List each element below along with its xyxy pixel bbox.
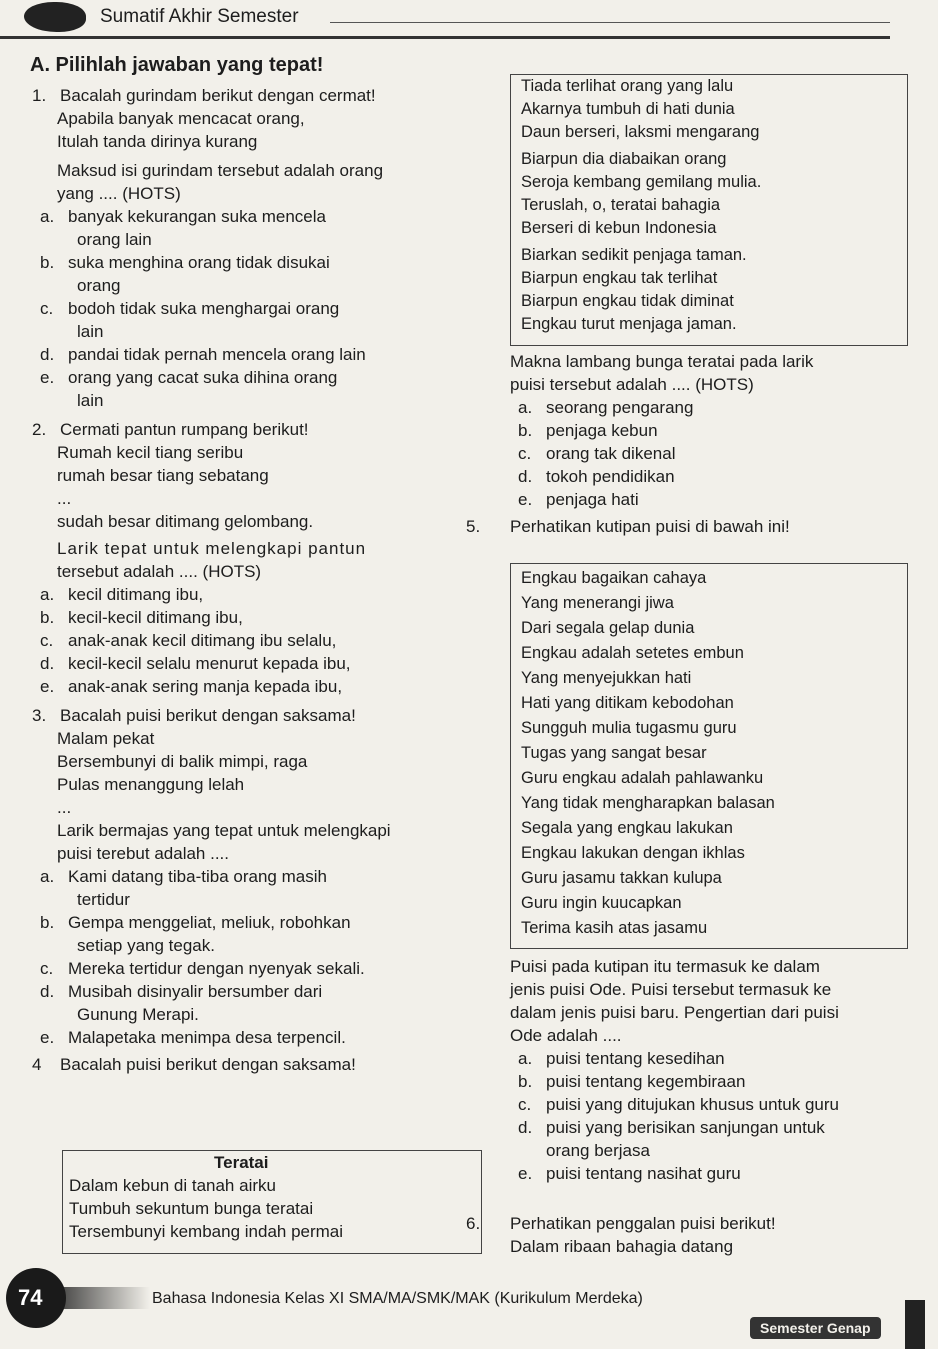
option-letter: b. [40,608,55,627]
option-b[interactable] [510,1070,915,1093]
header-ornament [24,2,86,32]
option-b[interactable] [32,251,452,274]
option-d[interactable] [510,465,910,488]
quote-line: Bersembunyi di balik mimpi, raga [57,752,308,771]
question-1 [32,84,452,412]
option-letter: d. [518,467,533,486]
option-a[interactable] [32,583,452,606]
option-letter: c. [40,959,54,978]
option-a[interactable] [32,205,452,228]
poem-line: Seroja kembang gemilang mulia. [521,173,762,191]
option-text: bodoh tidak suka menghargai orang [68,299,340,318]
question-text: yang .... (HOTS) [57,184,181,203]
option-letter: b. [40,913,55,932]
poem-line: Biarpun dia diabaikan orang [521,150,727,168]
poem-line: Berseri di kebun Indonesia [521,219,717,237]
q5-question [510,955,915,1185]
question-text: puisi terebut adalah .... [57,844,230,863]
option-text-cont: lain [77,391,104,410]
poem-line: Biarkan sedikit penjaga taman. [521,246,747,264]
option-letter: e. [518,1164,533,1183]
poem-line: Hati yang ditikam kebodohan [521,694,734,712]
option-e[interactable] [510,1162,915,1185]
option-text: orang tak dikenal [546,444,676,463]
quote-line: rumah besar tiang sebatang [57,466,269,485]
question-5 [466,515,910,538]
poem-line: Yang menerangi jiwa [521,594,674,612]
option-text: Musibah disinyalir bersumber dari [68,982,323,1001]
quote-line: Rumah kecil tiang seribu [57,443,244,462]
poem-line: Guru engkau adalah pahlawanku [521,769,764,787]
book-title: Bahasa Indonesia Kelas XI SMA/MA/SMK/MAK (Kurikulum Merdeka) [152,1290,643,1307]
poem-line: Daun berseri, laksmi mengarang [521,123,760,141]
poem-title: Teratai [214,1153,269,1172]
option-text-cont: setiap yang tegak. [77,936,215,955]
option-letter: a. [40,867,55,886]
option-d[interactable] [32,980,452,1003]
option-letter: a. [518,398,533,417]
option-letter: c. [40,299,54,318]
option-d[interactable] [510,1116,915,1139]
header-rule [0,36,890,39]
option-text: penjaga kebun [546,421,658,440]
question-number: 5. [466,517,481,536]
option-text: tokoh pendidikan [546,467,675,486]
option-text: penjaga hati [546,490,639,509]
section-title: A. Pilihlah jawaban yang tepat! [30,54,324,76]
question-number: 2. [32,420,47,439]
option-letter: a. [40,207,55,226]
option-letter: b. [518,421,533,440]
header-rule-thin [330,22,890,23]
option-letter: d. [518,1118,533,1137]
question-text: Ode adalah .... [510,1026,622,1045]
question-text: Bacalah puisi berikut dengan saksama! [60,1055,356,1074]
question-text: Cermati pantun rumpang berikut! [60,420,309,439]
option-text: Malapetaka menimpa desa terpencil. [68,1028,346,1047]
option-letter: c. [518,444,532,463]
option-c[interactable] [510,442,910,465]
poem-line: Dari segala gelap dunia [521,619,695,637]
option-text: puisi tentang kegembiraan [546,1072,746,1091]
question-number: 1. [32,86,47,105]
option-c[interactable] [32,957,452,980]
question-text: puisi tersebut adalah .... (HOTS) [510,375,754,394]
option-d[interactable] [32,652,452,675]
option-text: puisi tentang nasihat guru [546,1164,741,1183]
poem-line: Engkau turut menjaga jaman. [521,315,737,333]
question-number: 6. [466,1214,481,1233]
option-text: puisi yang berisikan sanjungan untuk [546,1118,825,1137]
poem-line: Guru ingin kuucapkan [521,894,682,912]
option-b[interactable] [510,419,910,442]
option-c[interactable] [510,1093,915,1116]
question-number: 3. [32,706,47,725]
option-text: anak-anak sering manja kepada ibu, [68,677,343,696]
option-letter: c. [40,631,54,650]
poem-line: Yang tidak mengharapkan balasan [521,794,775,812]
semester-badge: Semester Genap [750,1317,881,1339]
poem-line: Yang menyejukkan hati [521,669,692,687]
poem-line: Guru jasamu takkan kulupa [521,869,722,887]
option-text: pandai tidak pernah mencela orang lain [68,345,366,364]
quote-line: ... [57,489,72,508]
left-column [32,84,452,1076]
quote-line: Apabila banyak mencacat orang, [57,109,305,128]
poem-line: Dalam kebun di tanah airku [69,1176,276,1195]
option-text-cont: tertidur [77,890,130,909]
option-letter: e. [40,1028,55,1047]
option-b[interactable] [32,911,452,934]
poem-line: Engkau lakukan dengan ikhlas [521,844,745,862]
option-text: banyak kekurangan suka mencela [68,207,326,226]
poem-line: Teruslah, o, teratai bahagia [521,196,721,214]
option-a[interactable] [32,865,452,888]
quote-line: Dalam ribaan bahagia datang [510,1237,734,1256]
question-4 [32,1053,452,1076]
option-text: anak-anak kecil ditimang ibu selalu, [68,631,337,650]
question-number: 4 [32,1055,42,1074]
question-text: Perhatikan penggalan puisi berikut! [510,1214,776,1233]
option-text: Kami datang tiba-tiba orang masih [68,867,327,886]
question-text: Larik bermajas yang tepat untuk melengkapi [57,821,391,840]
question-text: jenis puisi Ode. Puisi tersebut termasuk ke [510,980,832,999]
poem-box-teratai [62,1150,482,1254]
option-letter: d. [40,982,55,1001]
option-letter: e. [518,490,533,509]
poem-line: Tumbuh sekuntum bunga teratai [69,1199,314,1218]
poem-line: Engkau adalah setetes embun [521,644,744,662]
poem-line: Biarpun engkau tidak diminat [521,292,734,310]
question-text: dalam jenis puisi baru. Pengertian dari puisi [510,1003,839,1022]
poem-line: Tiada terlihat orang yang lalu [521,77,734,95]
option-text: kecil-kecil selalu menurut kepada ibu, [68,654,351,673]
option-letter: a. [518,1049,533,1068]
option-a[interactable] [510,396,910,419]
option-e[interactable] [510,488,910,511]
option-b[interactable] [32,606,452,629]
option-letter: b. [40,253,55,272]
option-text: suka menghina orang tidak disukai [68,253,330,272]
option-c[interactable] [32,297,452,320]
option-letter: e. [40,368,55,387]
option-text: kecil-kecil ditimang ibu, [68,608,243,627]
option-text-cont: orang lain [77,230,152,249]
option-text: kecil ditimang ibu, [68,585,204,604]
quote-line: Malam pekat [57,729,155,748]
option-e[interactable] [32,366,452,389]
question-6 [466,1212,906,1258]
page-number: 74 [18,1285,43,1310]
poem-line: Sungguh mulia tugasmu guru [521,719,737,737]
question-2 [32,418,452,698]
quote-line: ... [57,798,72,817]
right-column [466,350,910,538]
option-text: Gempa menggeliat, meliuk, robohkan [68,913,351,932]
poem-line: Engkau bagaikan cahaya [521,569,707,587]
option-letter: d. [40,345,55,364]
question-text: Larik tepat untuk melengkapi pantun [57,539,367,558]
quote-line: Itulah tanda dirinya kurang [57,132,258,151]
option-letter: d. [40,654,55,673]
option-text: puisi tentang kesedihan [546,1049,725,1068]
option-letter: c. [518,1095,532,1114]
poem-line: Terima kasih atas jasamu [521,919,708,937]
option-e[interactable] [32,1026,452,1049]
question-text: tersebut adalah .... (HOTS) [57,562,262,581]
option-a[interactable] [510,1047,915,1070]
question-text: Maksud isi gurindam tersebut adalah orang [57,161,384,180]
option-text: orang yang cacat suka dihina orang [68,368,338,387]
book-spine-shadow [905,1300,925,1349]
option-text-cont: Gunung Merapi. [77,1005,199,1024]
poem-line: Tugas yang sangat besar [521,744,707,762]
option-c[interactable] [32,629,452,652]
option-text-cont: lain [77,322,104,341]
quote-line: Pulas menanggung lelah [57,775,245,794]
option-e[interactable] [32,675,452,698]
question-3 [32,704,452,1049]
page-header-title: Sumatif Akhir Semester [100,6,299,27]
poem-box-teratai-cont [510,74,908,346]
question-text: Perhatikan kutipan puisi di bawah ini! [510,517,790,536]
option-text: seorang pengarang [546,398,694,417]
question-text: Bacalah gurindam berikut dengan cermat! [60,86,376,105]
question-text: Makna lambang bunga teratai pada larik [510,352,814,371]
question-text: Bacalah puisi berikut dengan saksama! [60,706,356,725]
poem-line: Akarnya tumbuh di hati dunia [521,100,735,118]
option-text-cont: orang [77,276,121,295]
option-text: puisi yang ditujukan khusus untuk guru [546,1095,839,1114]
poem-line: Tersembunyi kembang indah permai [69,1222,344,1241]
option-letter: b. [518,1072,533,1091]
option-letter: e. [40,677,55,696]
poem-line: Segala yang engkau lakukan [521,819,733,837]
option-text: Mereka tertidur dengan nyenyak sekali. [68,959,365,978]
poem-line: Biarpun engkau tak terlihat [521,269,718,287]
option-letter: a. [40,585,55,604]
question-text: Puisi pada kutipan itu termasuk ke dalam [510,957,820,976]
quote-line: sudah besar ditimang gelombang. [57,512,314,531]
option-text-cont: orang berjasa [546,1141,650,1160]
option-d[interactable] [32,343,452,366]
poem-box-guru [510,563,908,949]
